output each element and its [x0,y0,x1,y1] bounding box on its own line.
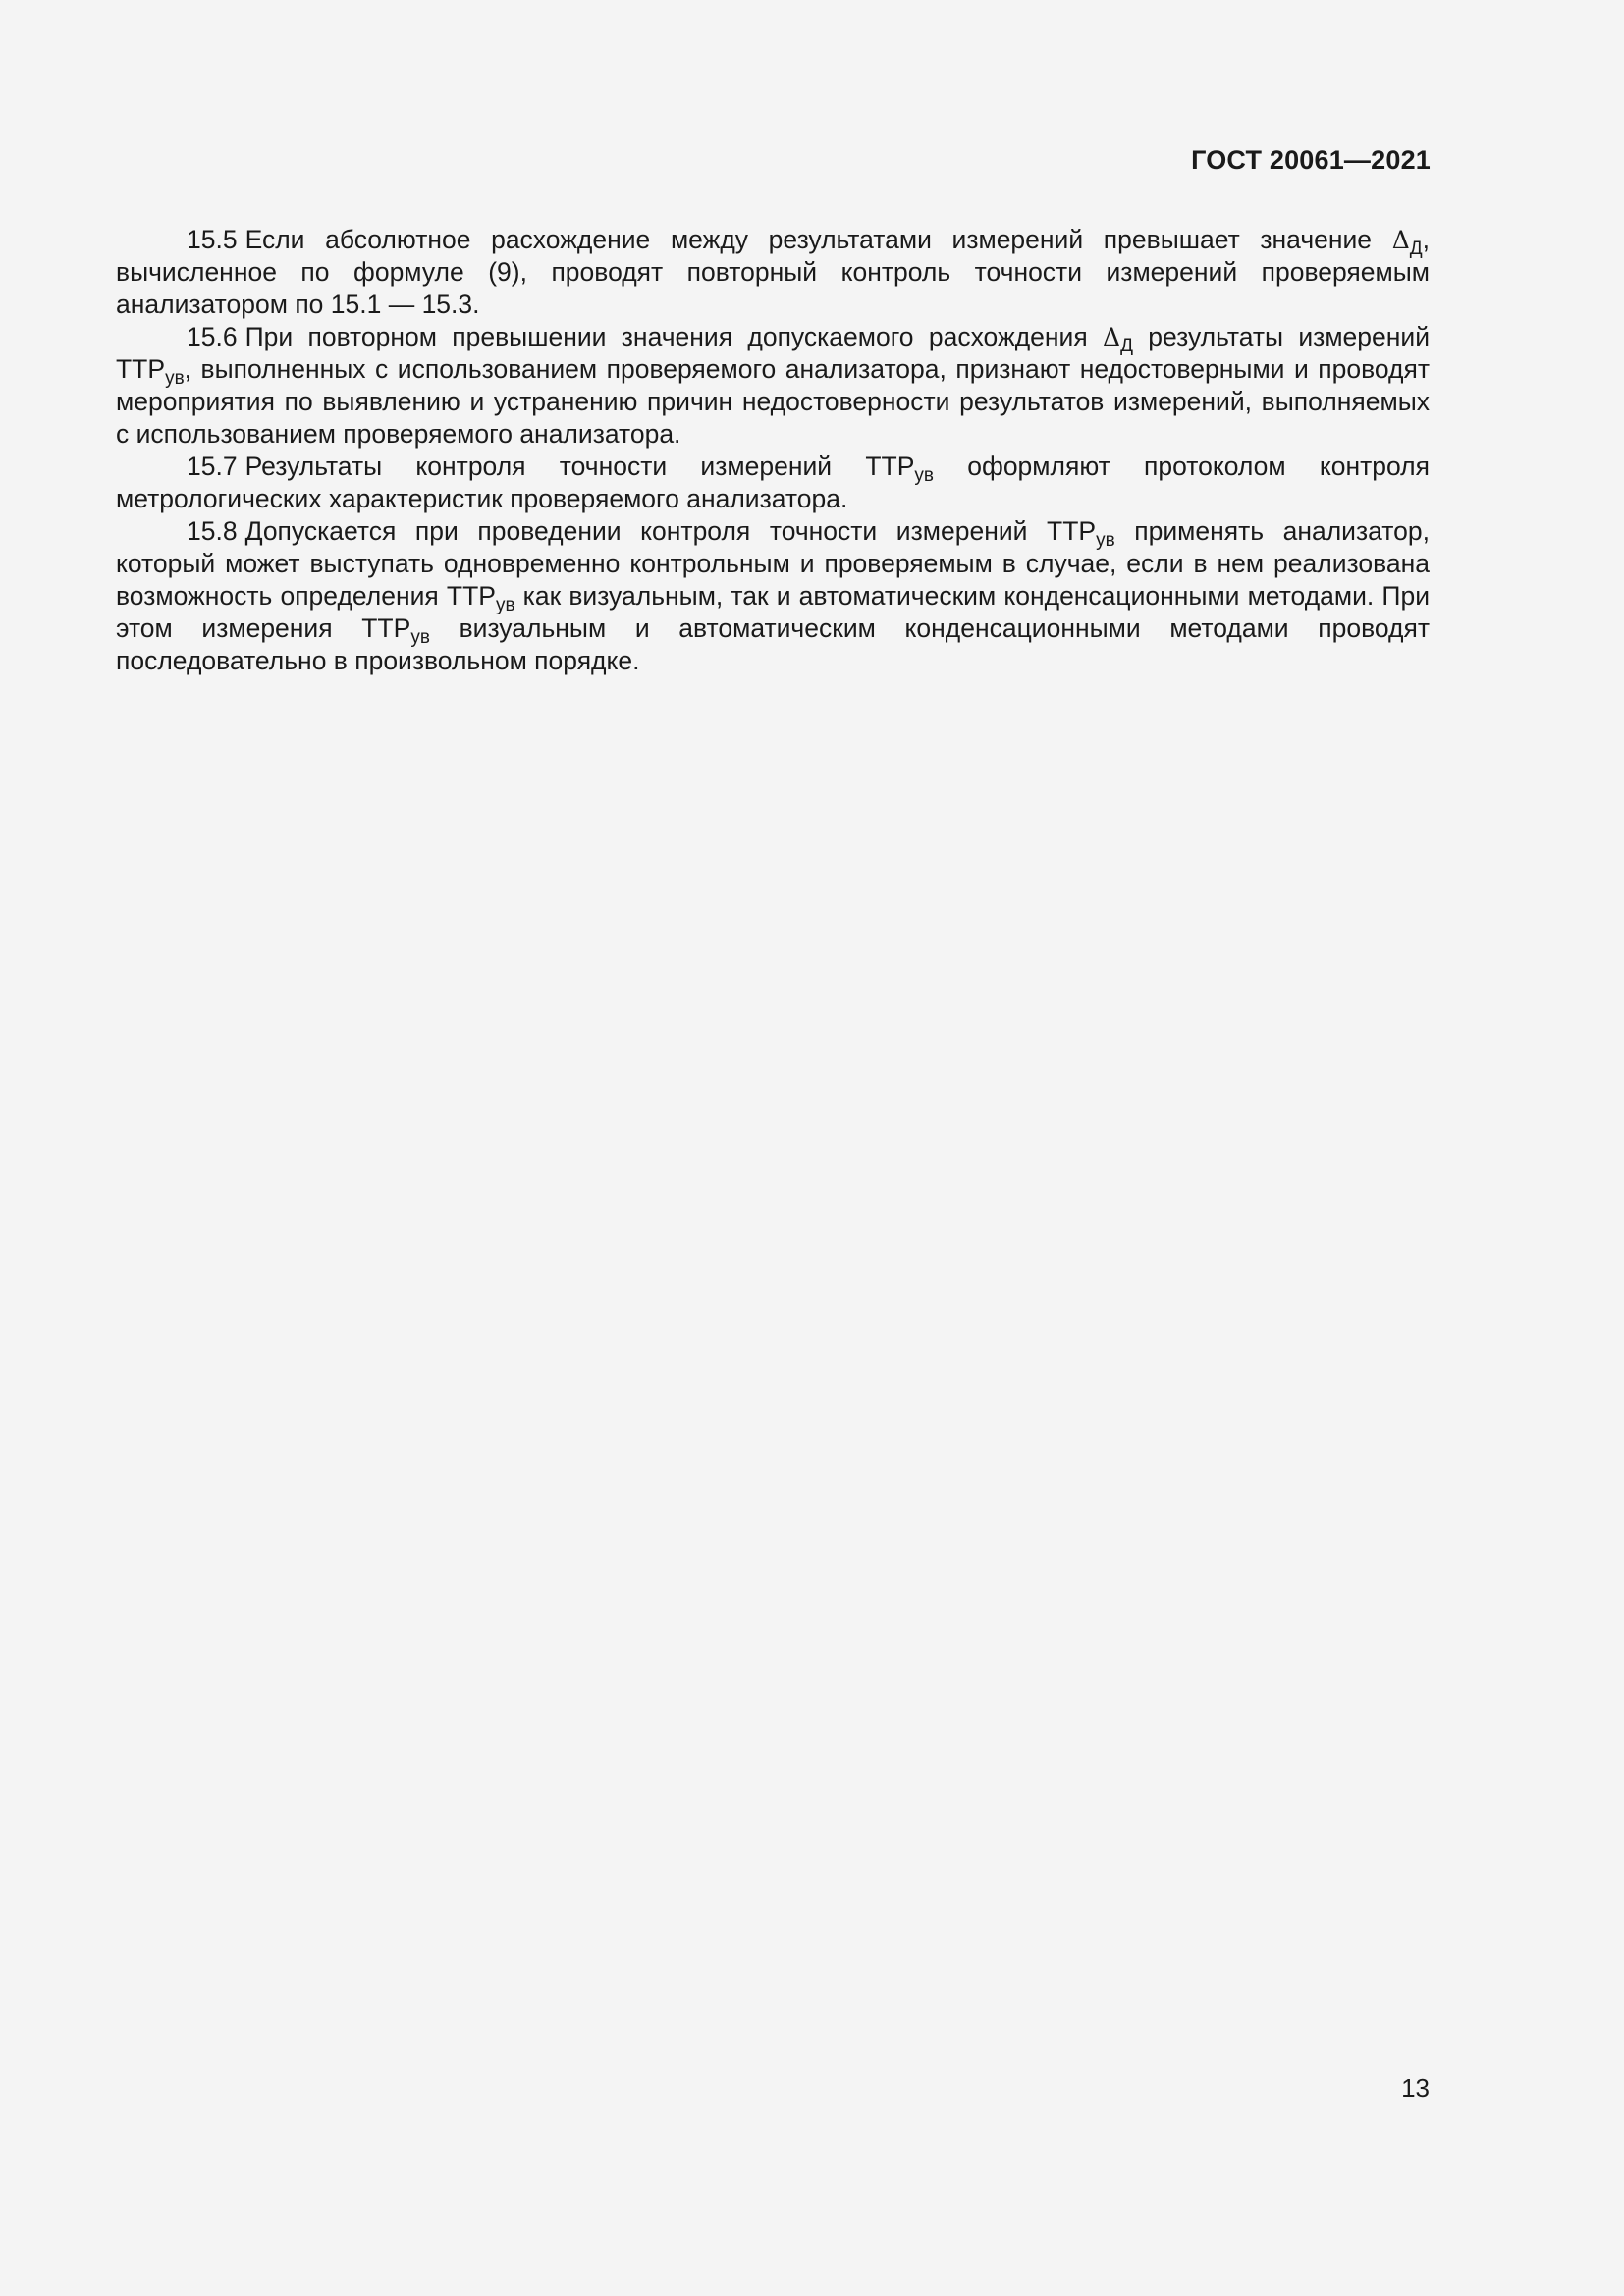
paragraph-15-5 [116,224,1430,321]
paragraph-text: применять анализатор, который может выступать одновременно контрольным и проверяемым в случае, если в нем реализована возможность определения [116,516,1430,611]
delta-symbol: Δ [1103,323,1121,351]
paragraph-number: 15.8 [187,516,238,546]
ttr-subscript: ув [914,465,934,486]
paragraph-15-8 [116,515,1430,677]
ttr-subscript: ув [410,627,430,648]
document-header: ГОСТ 20061—2021 [1191,145,1431,175]
ttr-subscript: ув [165,368,185,389]
delta-subscript: Д [1120,336,1133,356]
paragraph-text: оформляют протоколом контроля метрологических характеристик проверяемого анализатора. [116,452,1430,513]
ttr-subscript: ув [1096,530,1115,551]
paragraph-text: визуальным и автоматическим конденсационными методами проводят последовательно в произвольном порядке. [116,614,1430,675]
paragraph-text: Если абсолютное расхождение между результатами измерений превышает значение [244,225,1392,254]
ttr-symbol: ТТР [1047,516,1097,546]
delta-subscript: Д [1409,239,1423,259]
ttr-symbol: ТТР [446,581,496,611]
page-number: 13 [1401,2073,1430,2103]
ttr-symbol: ТТР [116,354,166,384]
paragraph-text: Допускается при проведении контроля точности измерений [244,516,1048,546]
paragraph-text: При повторном превышении значения допускаемого расхождения [244,322,1104,351]
paragraph-number: 15.5 [187,225,238,254]
ttr-symbol: ТТР [865,452,915,481]
paragraph-text: , вычисленное по формуле (9), проводят повторный контроль точности измерений проверяемым анализатором по 15.1 — 15.3. [116,225,1430,319]
paragraph-text: Результаты контроля точности измерений [244,452,866,481]
ttr-symbol: ТТР [361,614,411,643]
paragraph-number: 15.6 [187,322,238,351]
document-body [116,224,1430,677]
paragraph-text: , выполненных с использованием проверяемого анализатора, признают недостоверными и проводят мероприятия по выявлению и устранению причин недостоверности результатов измерений, выполняемых с использованием проверяемого анализатора. [116,354,1430,449]
paragraph-number: 15.7 [187,452,238,481]
paragraph-15-6 [116,321,1430,451]
ttr-subscript: ув [495,595,515,615]
delta-symbol: Δ [1391,226,1410,254]
paragraph-text: результаты измерений [1132,322,1430,351]
paragraph-15-7 [116,451,1430,515]
paragraph-text: как визуальным, так и автоматическим конденсационными методами. При этом измерения [116,581,1430,643]
